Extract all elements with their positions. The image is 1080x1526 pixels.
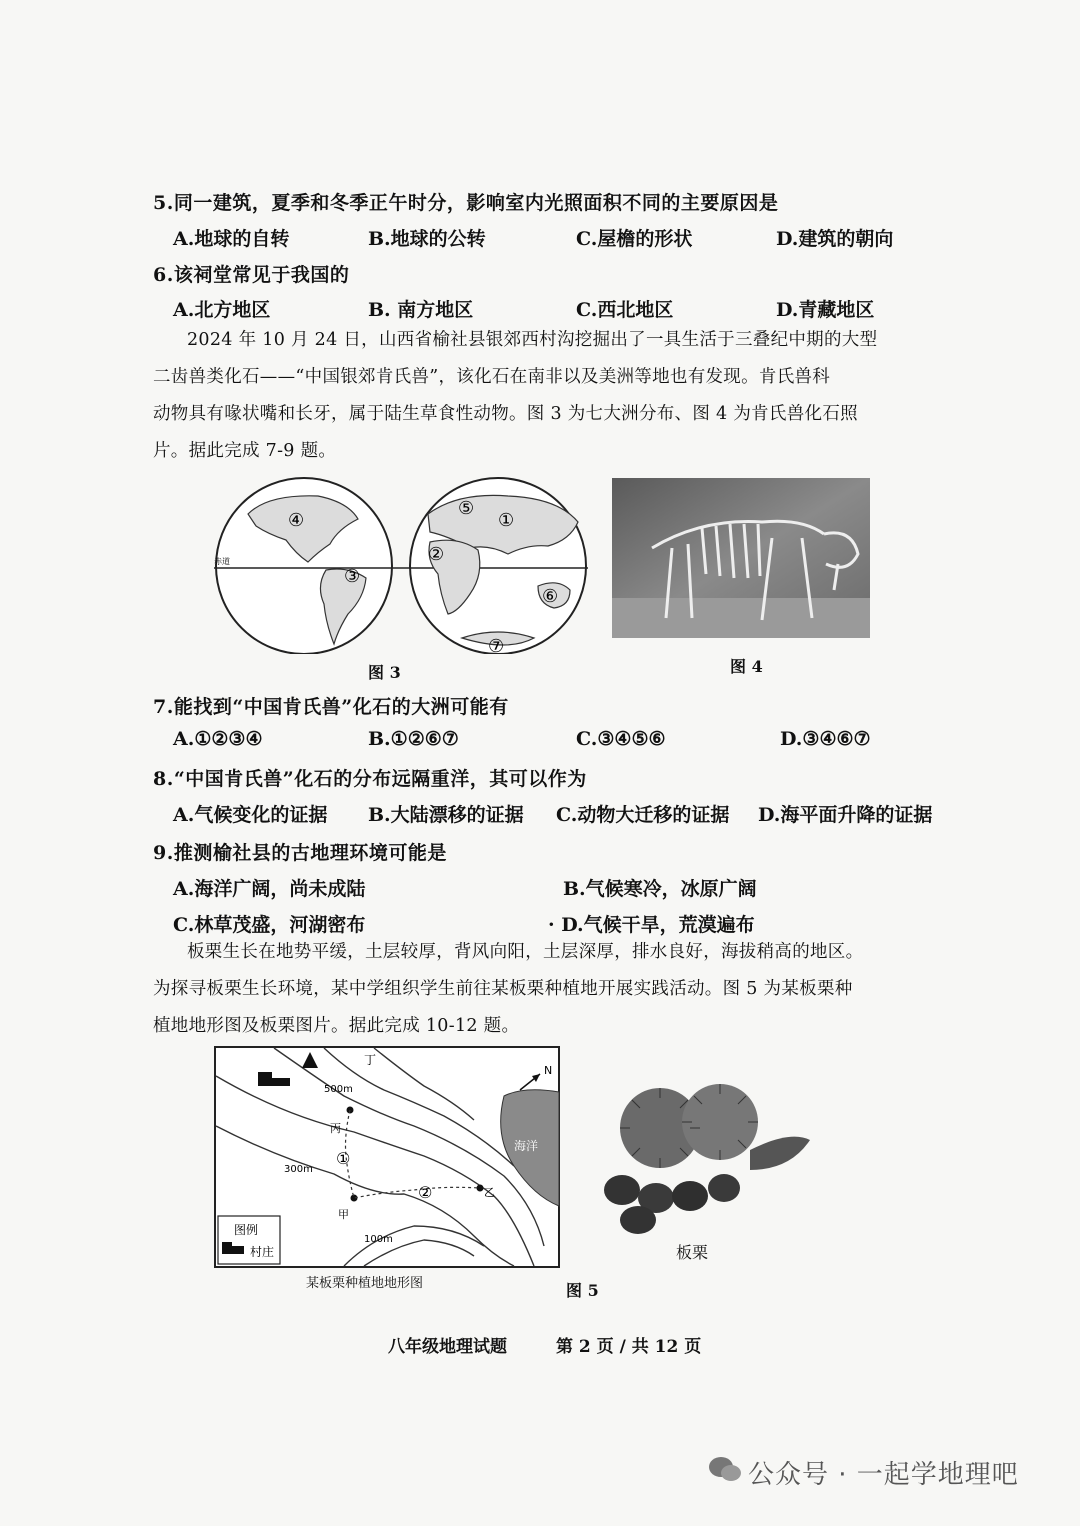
leaf-icon [750, 1137, 810, 1170]
continent-label-5: ⑤ [458, 498, 475, 519]
chestnut-burr-icon [620, 1084, 758, 1168]
legend-village-icon [232, 1246, 244, 1254]
q8-option-a: A.气候变化的证据 [173, 804, 328, 826]
question-7-stem: 7.能找到“中国肯氏兽”化石的大洲可能有 [153, 696, 509, 718]
q6-option-a: A.北方地区 [173, 299, 271, 321]
place-label-jia: 甲 [338, 1208, 349, 1221]
chestnut-nut-icon [620, 1206, 656, 1234]
continent-label-7: ⑦ [488, 636, 505, 654]
q6-option-d: D.青藏地区 [776, 299, 875, 321]
passage-chestnut-line: 为探寻板栗生长环境，某中学组织学生前往某板栗种植地开展实践活动。图 5 为某板栗种 [153, 979, 853, 999]
q5-option-b: B.地球的公转 [368, 228, 486, 250]
q7-option-d: D.③④⑥⑦ [780, 728, 871, 750]
continent-label-1: ① [498, 510, 515, 531]
figure-4-fossil-photo [612, 478, 870, 638]
passage-chestnut-line: 植地地形图及板栗图片。据此完成 10-12 题。 [153, 1016, 520, 1036]
passage-fossil-line: 2024 年 10 月 24 日，山西省榆社县银郊西村沟挖掘出了一具生活于三叠纪中期的大型 [187, 330, 878, 350]
village-icon [258, 1072, 272, 1086]
legend-village-label: 村庄 [250, 1245, 275, 1259]
map-title: 某板栗种植地地形图 [306, 1276, 424, 1291]
figure-5-caption: 图 5 [566, 1281, 599, 1300]
q8-option-d: D.海平面升降的证据 [758, 804, 933, 826]
footer-page-number: 第 2 页 / 共 12 页 [556, 1337, 702, 1357]
continent-label-2: ② [428, 544, 445, 565]
footer-subject: 八年级地理试题 [388, 1337, 507, 1357]
figure-4-caption: 图 4 [730, 657, 763, 676]
sea-label: 海洋 [514, 1139, 539, 1153]
q6-option-c: C.西北地区 [576, 299, 674, 321]
q9-option-d: · D.气候干旱，荒漠遍布 [548, 914, 755, 936]
equator-label: 赤道 [214, 557, 230, 566]
contour-label-500: 500m [324, 1084, 353, 1095]
point-label-1: ① [336, 1149, 351, 1168]
photo-ground [612, 598, 870, 638]
legend-village-icon [222, 1242, 232, 1254]
q7-option-b: B.①②⑥⑦ [368, 728, 459, 750]
passage-fossil-line: 片。据此完成 7-9 题。 [153, 441, 337, 461]
chestnut-nut-icon [672, 1181, 708, 1211]
wechat-icon [708, 1454, 742, 1484]
contour-label-300: 300m [284, 1164, 313, 1175]
chestnut-label: 板栗 [676, 1243, 709, 1262]
q6-option-b: B. 南方地区 [368, 299, 474, 321]
q5-option-c: C.屋檐的形状 [576, 228, 693, 250]
figure-3-world-map [208, 474, 596, 654]
q9-option-c: C.林草茂盛，河湖密布 [173, 914, 366, 936]
place-label-bing: 丙 [330, 1122, 341, 1135]
q7-option-c: C.③④⑤⑥ [576, 728, 666, 750]
continent-label-6: ⑥ [542, 586, 559, 607]
q8-option-b: B.大陆漂移的证据 [368, 804, 524, 826]
passage-fossil-line: 二齿兽类化石——“中国银郊肯氏兽”，该化石在南非以及美洲等地也有发现。肯氏兽科 [153, 367, 831, 387]
watermark-text: 公众号 · 一起学地理吧 [748, 1460, 1019, 1490]
q5-option-d: D.建筑的朝向 [776, 228, 894, 250]
q8-option-c: C.动物大迁移的证据 [556, 804, 730, 826]
chestnut-nut-icon [708, 1174, 740, 1202]
question-9-stem: 9.推测榆社县的古地理环境可能是 [153, 842, 447, 864]
chestnut-nut-icon [604, 1175, 640, 1205]
north-label: N [544, 1064, 553, 1077]
q5-option-a: A.地球的自转 [173, 228, 290, 250]
passage-fossil-line: 动物具有喙状嘴和长牙，属于陆生草食性动物。图 3 为七大洲分布、图 4 为肯氏兽化石照 [153, 404, 858, 424]
question-8-stem: 8.“中国肯氏兽”化石的分布远隔重洋，其可以作为 [153, 768, 587, 790]
passage-chestnut [153, 934, 953, 1045]
contour-label-100: 100m [364, 1234, 393, 1245]
question-6-stem: 6.该祠堂常见于我国的 [153, 264, 350, 286]
point-yi [477, 1185, 484, 1192]
continent-label-4: ④ [288, 510, 305, 531]
village-icon [272, 1078, 290, 1086]
q9-option-a: A.海洋广阔，尚未成陆 [173, 878, 366, 900]
q7-option-a: A.①②③④ [173, 728, 263, 750]
place-label-yi: 乙 [484, 1186, 495, 1199]
legend-title: 图例 [234, 1223, 259, 1237]
q9-option-b: B.气候寒冷，冰原广阔 [563, 878, 757, 900]
figure-3-caption: 图 3 [368, 663, 401, 682]
point-label-2: ② [418, 1183, 433, 1202]
chestnut-illustration [590, 1070, 810, 1238]
passage-chestnut-line: 板栗生长在地势平缓，土层较厚，背风向阳，土层深厚，排水良好，海拔稍高的地区。 [187, 942, 864, 962]
question-5-stem: 5.同一建筑，夏季和冬季正午时分，影响室内光照面积不同的主要原因是 [153, 192, 779, 214]
passage-fossil [153, 322, 953, 470]
place-label-ding: 丁 [364, 1053, 377, 1067]
figure-5-contour-map [214, 1046, 560, 1268]
continent-label-3: ③ [344, 566, 361, 587]
